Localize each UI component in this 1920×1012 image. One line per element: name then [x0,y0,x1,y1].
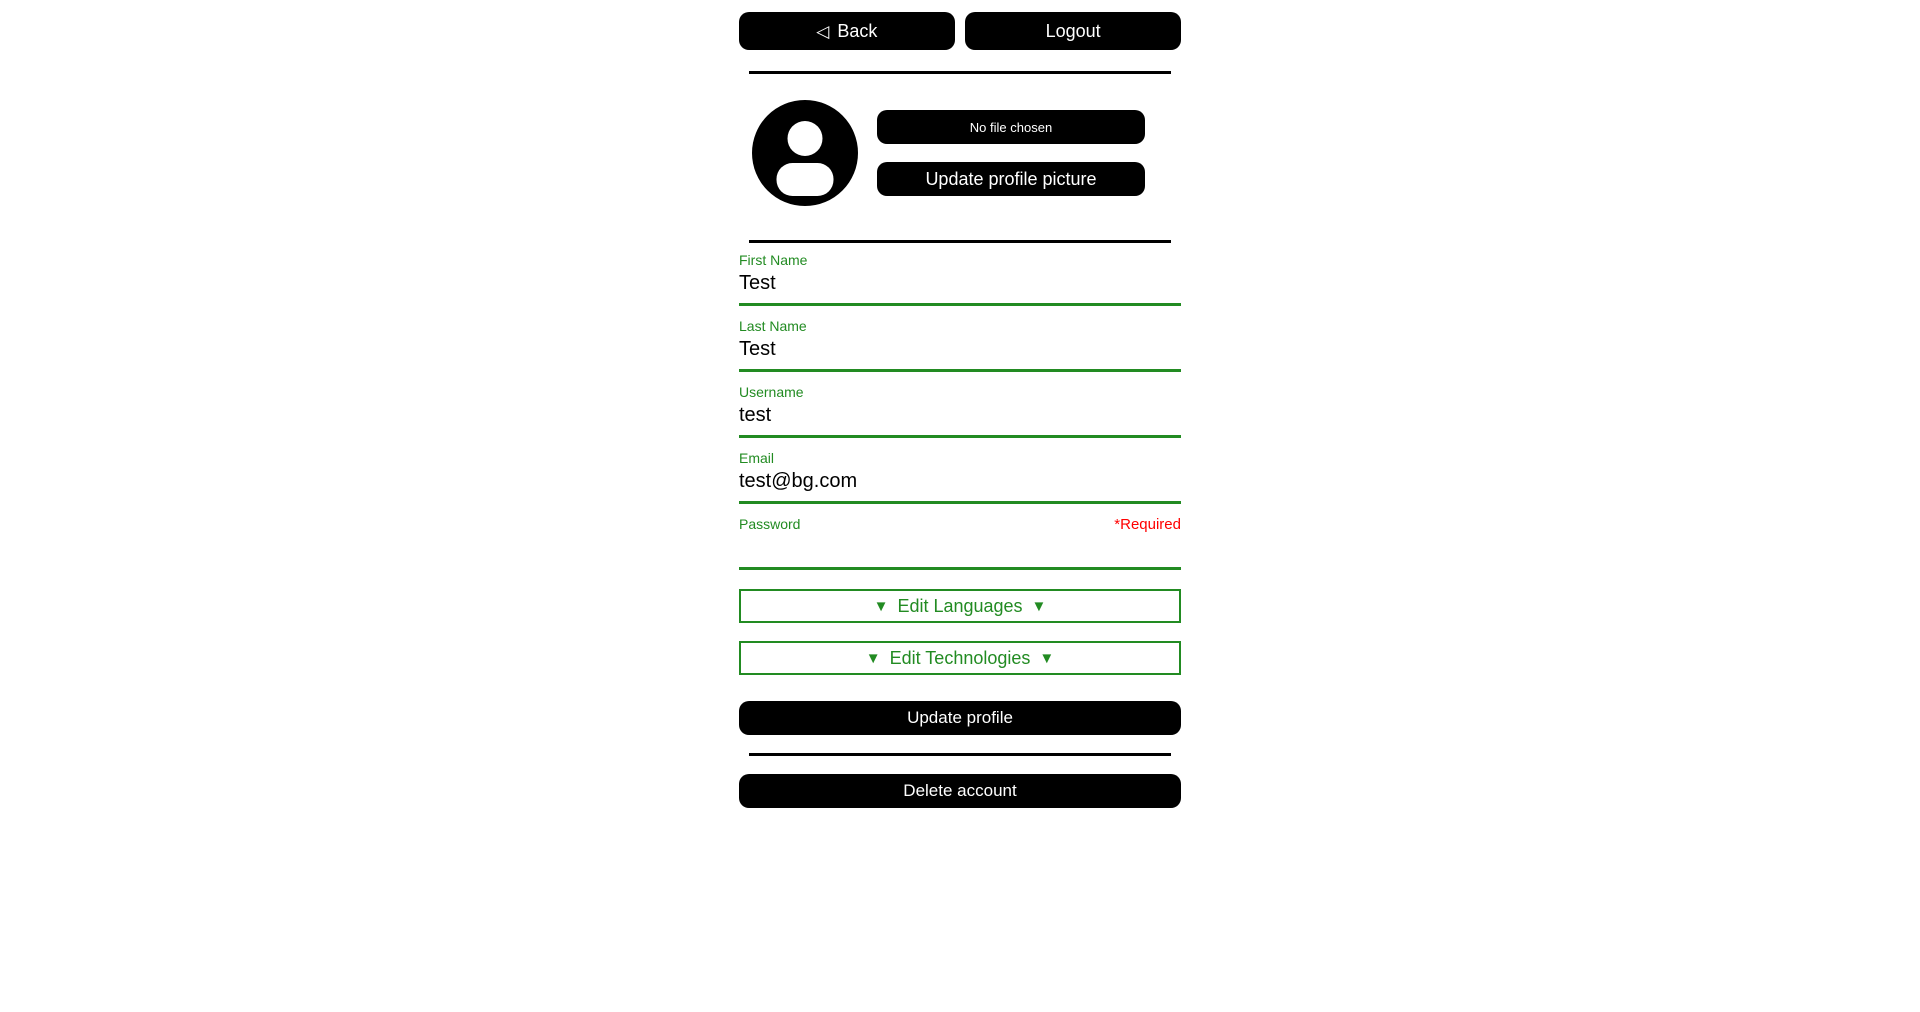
first-name-label: First Name [739,252,808,268]
username-label: Username [739,384,804,400]
delete-account-label: Delete account [903,781,1017,800]
password-field [739,516,1181,570]
update-profile-picture-button[interactable] [877,162,1145,196]
password-label: Password [739,516,801,532]
chevron-down-icon: ▼ [865,649,881,667]
update-profile-label: Update profile [907,708,1013,727]
last-name-label: Last Name [739,318,807,334]
file-input-button[interactable] [877,110,1145,144]
edit-technologies-button[interactable] [739,641,1181,675]
edit-languages-label: Edit Languages [897,595,1023,616]
chevron-down-icon: ▼ [1031,597,1047,615]
last-name-field [739,318,1181,372]
update-picture-label: Update profile picture [925,168,1097,189]
required-note: *Required [1114,516,1181,533]
username-input[interactable] [739,405,1181,438]
file-status-label: No file chosen [969,119,1053,135]
password-input[interactable] [739,537,1181,570]
profile-page [739,0,1181,808]
logout-button[interactable] [965,12,1181,50]
chevron-down-icon: ▼ [1039,649,1055,667]
profile-form [739,252,1181,735]
first-name-field [739,252,1181,306]
edit-languages-button[interactable] [739,589,1181,623]
email-input[interactable] [739,471,1181,504]
password-label-row [739,516,1181,533]
email-label: Email [739,450,775,466]
avatar-icon [752,100,858,206]
edit-technologies-label: Edit Technologies [889,647,1031,668]
username-field [739,384,1181,438]
delete-account-button[interactable] [739,774,1181,808]
divider-top [749,71,1171,74]
email-field [739,450,1181,504]
back-button-label: Back [837,20,878,41]
chevron-down-icon: ▼ [873,597,889,615]
last-name-input[interactable] [739,339,1181,372]
divider-danger [749,753,1171,756]
profile-picture-section [739,100,1181,206]
logout-button-label: Logout [1045,20,1101,41]
update-profile-button[interactable] [739,701,1181,735]
first-name-input[interactable] [739,273,1181,306]
topbar [739,12,1181,50]
picture-buttons [877,110,1145,196]
divider-avatar-form [749,240,1171,243]
back-button[interactable] [739,12,955,50]
back-arrow-icon: ◁ [816,21,830,41]
